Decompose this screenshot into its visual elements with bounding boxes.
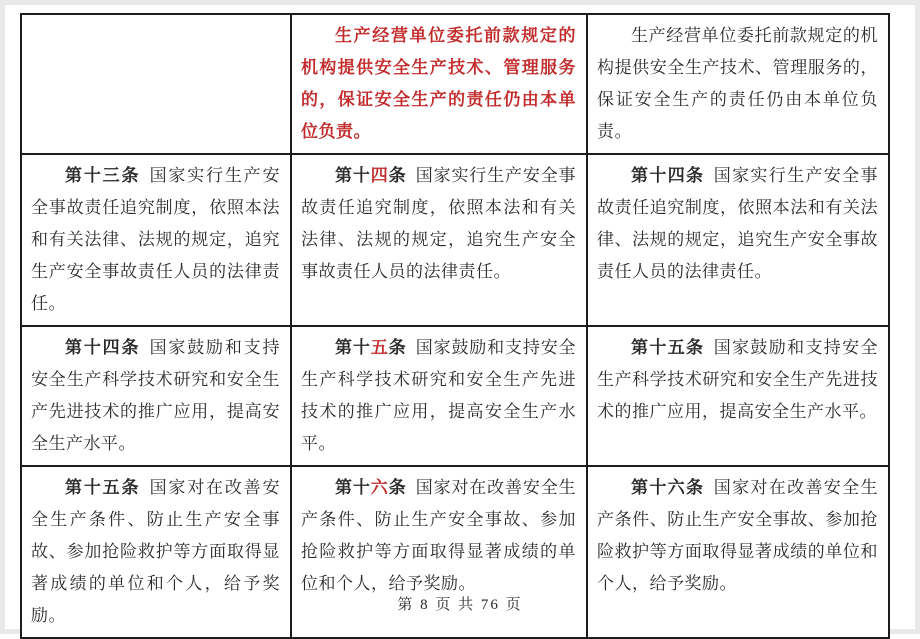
cell-new-law xyxy=(587,154,889,326)
article-body: 生产经营单位委托前款规定的机构提供安全生产技术、管理服务的，保证安全生产的责任仍由本单位负责。 xyxy=(597,26,878,141)
article-paragraph xyxy=(31,160,280,320)
article-paragraph xyxy=(597,160,878,288)
cell-new-law xyxy=(587,326,889,466)
article-heading: 第十五条 xyxy=(65,478,141,497)
changed-character: 五 xyxy=(370,338,389,357)
article-body: 国家实行生产安全事故责任追究制度，依照本法和有关法律、法规的规定，追究生产安全事故责任人员的法律责任。 xyxy=(31,166,281,313)
article-body: 国家实行生产安全事故责任追究制度，依照本法和有关法律、法规的规定，追究生产安全事故责任人员的法律责任。 xyxy=(301,166,577,281)
cell-new-law xyxy=(587,14,889,154)
article-heading: 第十六条 xyxy=(631,478,705,497)
article-body: 国家鼓励和支持安全生产科学技术研究和安全生产先进技术的推广应用，提高安全生产水平。 xyxy=(301,338,577,453)
article-body: 国家对在改善安全生产条件、防止生产安全事故、参加抢险救护等方面取得显著成绩的单位和个人，给予奖励。 xyxy=(597,478,879,593)
article-paragraph xyxy=(301,332,576,460)
article-heading: 第十六条 xyxy=(335,478,407,497)
article-heading: 第十四条 xyxy=(631,166,705,185)
article-body: 国家对在改善安全生产条件、防止生产安全事故、参加抢险救护等方面取得显著成绩的单位和个人，给予奖励。 xyxy=(31,478,281,625)
article-heading: 第十五条 xyxy=(335,338,407,357)
table-row xyxy=(21,154,889,326)
article-body: 国家鼓励和支持安全生产科学技术研究和安全生产先进技术的推广应用，提高安全生产水平。 xyxy=(31,338,281,453)
article-paragraph xyxy=(31,332,280,460)
article-paragraph xyxy=(301,160,576,288)
article-heading: 第十三条 xyxy=(65,166,141,185)
cell-old-law xyxy=(21,154,291,326)
law-comparison-table xyxy=(20,13,890,639)
article-body: 生产经营单位委托前款规定的机构提供安全生产技术、管理服务的，保证安全生产的责任仍由本单位负责。 xyxy=(301,26,576,141)
article-heading: 第十五条 xyxy=(631,338,705,357)
cell-revised-draft xyxy=(291,14,587,154)
cell-old-law xyxy=(21,14,291,154)
changed-character: 六 xyxy=(370,478,389,497)
page-footer: 第 8 页 共 76 页 xyxy=(397,597,523,613)
cell-revised-draft xyxy=(291,326,587,466)
article-paragraph xyxy=(301,472,576,600)
changed-character: 四 xyxy=(370,166,389,185)
article-body: 国家鼓励和支持安全生产科学技术研究和安全生产先进技术的推广应用，提高安全生产水平。 xyxy=(597,338,879,421)
table-row xyxy=(21,14,889,154)
cell-old-law xyxy=(21,326,291,466)
article-body: 国家对在改善安全生产条件、防止生产安全事故、参加抢险救护等方面取得显著成绩的单位和个人，给予奖励。 xyxy=(301,478,577,593)
article-paragraph xyxy=(597,472,878,600)
article-heading: 第十四条 xyxy=(335,166,407,185)
article-body: 国家实行生产安全事故责任追究制度，依照本法和有关法律、法规的规定，追究生产安全事故责任人员的法律责任。 xyxy=(597,166,879,281)
article-heading: 第十四条 xyxy=(65,338,141,357)
cell-revised-draft xyxy=(291,154,587,326)
table-row xyxy=(21,326,889,466)
article-paragraph xyxy=(597,332,878,428)
